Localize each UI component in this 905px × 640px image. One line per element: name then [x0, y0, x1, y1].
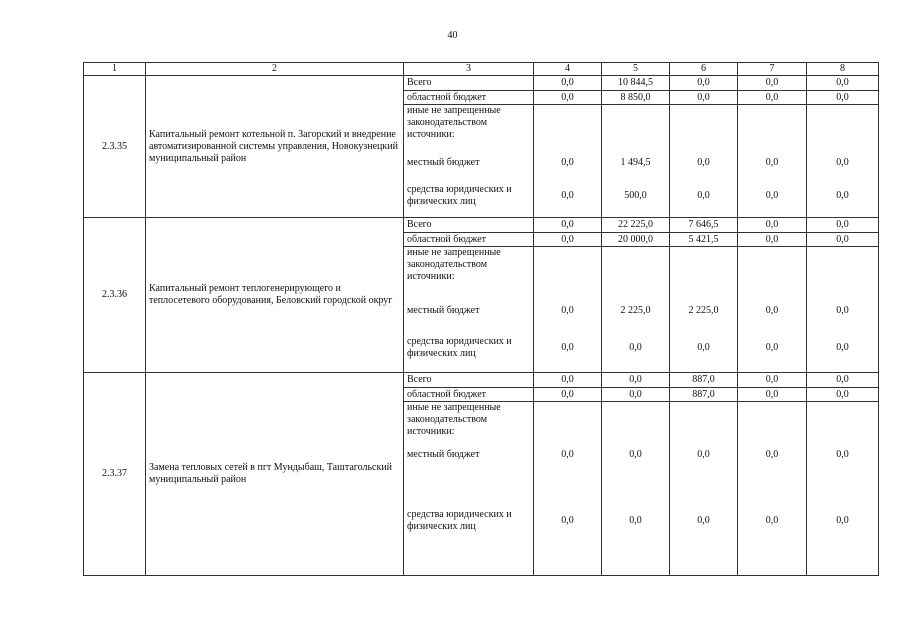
- value-cell: [534, 105, 602, 150]
- value-cell: [602, 105, 670, 150]
- value-cell: 0,0: [738, 297, 807, 325]
- value-cell: 0,0: [534, 325, 602, 373]
- project-name: Капитальный ремонт котельной п. Загорский и внедрение автоматизированной системы управления, Новокузнецкий муниципальный район: [146, 76, 404, 218]
- header-cell: 3: [404, 63, 534, 76]
- value-cell: 5 421,5: [670, 233, 738, 247]
- value-cell: 0,0: [738, 91, 807, 105]
- value-cell: 0,0: [534, 76, 602, 91]
- value-cell: 0,0: [807, 297, 879, 325]
- value-cell: 0,0: [807, 176, 879, 218]
- value-cell: 0,0: [807, 76, 879, 91]
- table-body: [84, 76, 879, 576]
- table-row: [84, 373, 879, 388]
- value-cell: [738, 247, 807, 297]
- project-name: Капитальный ремонт теплогенерирующего и теплосетевого оборудования, Беловский городской округ: [146, 218, 404, 373]
- budget-table: [83, 62, 879, 576]
- value-cell: 0,0: [602, 373, 670, 388]
- value-cell: 0,0: [534, 150, 602, 176]
- value-cell: [534, 247, 602, 297]
- value-cell: 0,0: [670, 91, 738, 105]
- value-cell: 0,0: [670, 150, 738, 176]
- funding-source-label: местный бюджет: [404, 150, 534, 176]
- value-cell: 0,0: [738, 150, 807, 176]
- value-cell: 8 850,0: [602, 91, 670, 105]
- value-cell: 2 225,0: [602, 297, 670, 325]
- header-cell: 5: [602, 63, 670, 76]
- funding-source-label: местный бюджет: [404, 297, 534, 325]
- value-cell: [807, 105, 879, 150]
- value-cell: 0,0: [534, 218, 602, 233]
- value-cell: 0,0: [738, 373, 807, 388]
- value-cell: 0,0: [738, 176, 807, 218]
- header-cell: 6: [670, 63, 738, 76]
- value-cell: [534, 402, 602, 442]
- value-cell: 0,0: [807, 388, 879, 402]
- value-cell: 0,0: [807, 325, 879, 373]
- value-cell: 0,0: [670, 176, 738, 218]
- value-cell: 500,0: [602, 176, 670, 218]
- value-cell: 7 646,5: [670, 218, 738, 233]
- value-cell: [738, 105, 807, 150]
- value-cell: 0,0: [534, 373, 602, 388]
- value-cell: 22 225,0: [602, 218, 670, 233]
- funding-source-label: областной бюджет: [404, 91, 534, 105]
- header-cell: 1: [84, 63, 146, 76]
- value-cell: 10 844,5: [602, 76, 670, 91]
- value-cell: [807, 247, 879, 297]
- value-cell: 0,0: [738, 76, 807, 91]
- value-cell: 887,0: [670, 373, 738, 388]
- row-code: 2.3.35: [84, 76, 146, 218]
- value-cell: [807, 402, 879, 442]
- funding-source-label: средства юридических и физических лиц: [404, 176, 534, 218]
- header-cell: 8: [807, 63, 879, 76]
- page-number: 40: [447, 30, 458, 41]
- value-cell: 0,0: [534, 442, 602, 468]
- value-cell: 0,0: [534, 388, 602, 402]
- value-cell: 0,0: [807, 233, 879, 247]
- value-cell: [738, 402, 807, 442]
- value-cell: 0,0: [738, 233, 807, 247]
- funding-source-label: Всего: [404, 76, 534, 91]
- value-cell: 0,0: [602, 468, 670, 576]
- value-cell: 0,0: [534, 176, 602, 218]
- value-cell: [602, 402, 670, 442]
- value-cell: 0,0: [670, 468, 738, 576]
- header-cell: 7: [738, 63, 807, 76]
- header-cell: 2: [146, 63, 404, 76]
- value-cell: 0,0: [738, 218, 807, 233]
- funding-source-label: областной бюджет: [404, 233, 534, 247]
- value-cell: 0,0: [807, 150, 879, 176]
- funding-source-label: Всего: [404, 218, 534, 233]
- header-row: [84, 63, 879, 76]
- value-cell: 20 000,0: [602, 233, 670, 247]
- value-cell: [670, 105, 738, 150]
- value-cell: 0,0: [670, 442, 738, 468]
- table-row: [84, 76, 879, 91]
- value-cell: 887,0: [670, 388, 738, 402]
- header-cell: 4: [534, 63, 602, 76]
- row-code: 2.3.36: [84, 218, 146, 373]
- value-cell: 0,0: [602, 325, 670, 373]
- project-name: Замена тепловых сетей в пгт Мундыбаш, Таштагольский муниципальный район: [146, 373, 404, 576]
- funding-source-label: областной бюджет: [404, 388, 534, 402]
- row-code: 2.3.37: [84, 373, 146, 576]
- value-cell: 0,0: [602, 442, 670, 468]
- value-cell: 1 494,5: [602, 150, 670, 176]
- funding-source-label: Всего: [404, 373, 534, 388]
- value-cell: 0,0: [807, 91, 879, 105]
- value-cell: 0,0: [534, 468, 602, 576]
- table-row: [84, 218, 879, 233]
- value-cell: 0,0: [534, 297, 602, 325]
- funding-source-label: иные не запрещенные законодательством источники:: [404, 105, 534, 150]
- value-cell: 0,0: [807, 218, 879, 233]
- funding-source-label: иные не запрещенные законодательством источники:: [404, 247, 534, 297]
- value-cell: [670, 402, 738, 442]
- value-cell: [602, 247, 670, 297]
- value-cell: 0,0: [602, 388, 670, 402]
- value-cell: [670, 247, 738, 297]
- funding-source-label: местный бюджет: [404, 442, 534, 468]
- value-cell: 0,0: [534, 233, 602, 247]
- funding-source-label: средства юридических и физических лиц: [404, 468, 534, 576]
- funding-source-label: средства юридических и физических лиц: [404, 325, 534, 373]
- value-cell: 0,0: [738, 388, 807, 402]
- value-cell: 0,0: [807, 442, 879, 468]
- value-cell: 0,0: [534, 91, 602, 105]
- value-cell: 0,0: [738, 442, 807, 468]
- funding-source-label: иные не запрещенные законодательством источники:: [404, 402, 534, 442]
- value-cell: 0,0: [670, 325, 738, 373]
- value-cell: 0,0: [738, 468, 807, 576]
- value-cell: 0,0: [807, 468, 879, 576]
- value-cell: 0,0: [807, 373, 879, 388]
- value-cell: 0,0: [738, 325, 807, 373]
- value-cell: 2 225,0: [670, 297, 738, 325]
- value-cell: 0,0: [670, 76, 738, 91]
